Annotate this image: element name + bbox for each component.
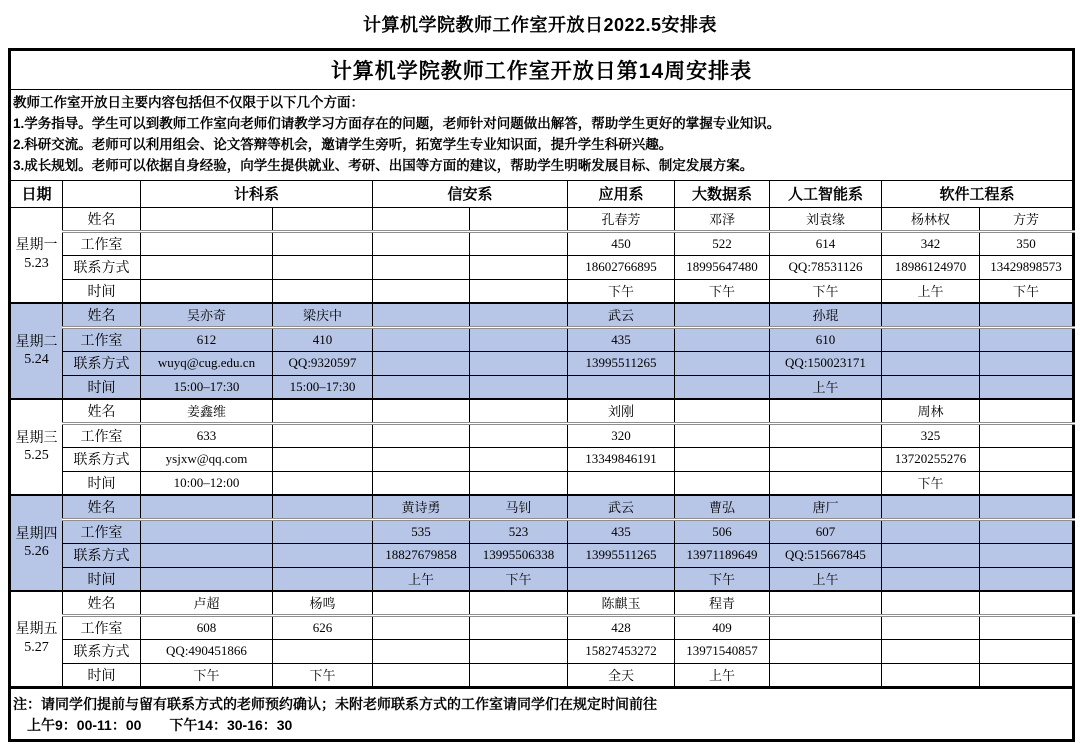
cell-d3-r0-c2: 黄诗勇: [373, 495, 470, 519]
cell-d3-r1-c2: 535: [373, 519, 470, 543]
cell-d1-r1-c0: 612: [141, 327, 273, 351]
cell-d4-r1-c8: [980, 615, 1074, 639]
table-row: [10, 639, 1074, 663]
header-dept-1: 信安系: [373, 180, 568, 207]
cell-d1-r1-c6: 610: [770, 327, 882, 351]
day-label-3: 星期四 5.26: [10, 495, 63, 591]
cell-d4-r2-c1: [273, 639, 373, 663]
cell-d3-r2-c3: 13995506338: [470, 543, 568, 567]
cell-d4-r2-c6: [770, 639, 882, 663]
cell-d4-r3-c1: 下午: [273, 663, 373, 687]
day-label-0: 星期一 5.23: [10, 207, 63, 303]
table-row: [10, 423, 1074, 447]
cell-d2-r3-c1: [273, 471, 373, 495]
cell-d2-r2-c4: 13349846191: [568, 447, 675, 471]
row-label-1: 工作室: [63, 231, 141, 255]
cell-d2-r2-c1: [273, 447, 373, 471]
cell-d3-r0-c3: 马钊: [470, 495, 568, 519]
cell-d2-r0-c7: 周林: [882, 399, 980, 423]
cell-d2-r1-c0: 633: [141, 423, 273, 447]
table-row: [10, 543, 1074, 567]
cell-d2-r0-c4: 刘刚: [568, 399, 675, 423]
page-title: 计算机学院教师工作室开放日2022.5安排表: [362, 15, 718, 35]
day-label-4: 星期五 5.27: [10, 591, 63, 687]
cell-d1-r0-c6: 孙琨: [770, 303, 882, 327]
table-row: [10, 447, 1074, 471]
cell-d1-r2-c1: QQ:9320597: [273, 351, 373, 375]
cell-d3-r1-c3: 523: [470, 519, 568, 543]
cell-d0-r2-c7: 18986124970: [882, 255, 980, 279]
cell-d1-r2-c0: wuyq@cug.edu.cn: [141, 351, 273, 375]
cell-d4-r3-c8: [980, 663, 1074, 687]
cell-d3-r3-c1: [273, 567, 373, 591]
cell-d4-r2-c7: [882, 639, 980, 663]
cell-d4-r3-c3: [470, 663, 568, 687]
cell-d4-r0-c1: 杨鸣: [273, 591, 373, 615]
row-label-1: 工作室: [63, 519, 141, 543]
cell-d0-r1-c5: 522: [675, 231, 770, 255]
cell-d0-r1-c7: 342: [882, 231, 980, 255]
cell-d3-r2-c2: 18827679858: [373, 543, 470, 567]
cell-d4-r0-c8: [980, 591, 1074, 615]
table-row: [10, 303, 1074, 327]
table-row: [10, 231, 1074, 255]
row-label-1: 工作室: [63, 327, 141, 351]
row-label-3: 时间: [63, 279, 141, 303]
cell-d4-r3-c7: [882, 663, 980, 687]
cell-d1-r2-c4: 13995511265: [568, 351, 675, 375]
cell-d0-r0-c0: [141, 207, 273, 231]
cell-d4-r3-c2: [373, 663, 470, 687]
row-label-0: 姓名: [63, 303, 141, 327]
cell-d3-r2-c0: [141, 543, 273, 567]
cell-d4-r1-c3: [470, 615, 568, 639]
table-row: [10, 567, 1074, 591]
cell-d0-r0-c5: 邓泽: [675, 207, 770, 231]
intro-line-3: 2.科研交流。老师可以利用组会、论文答辩等机会，邀请学生旁听，拓宽学生专业知识面，提升学生科研兴趣。: [13, 136, 673, 152]
cell-d4-r2-c0: QQ:490451866: [141, 639, 273, 663]
cell-d3-r0-c8: [980, 495, 1074, 519]
cell-d2-r3-c2: [373, 471, 470, 495]
cell-d2-r0-c5: [675, 399, 770, 423]
cell-d2-r3-c3: [470, 471, 568, 495]
cell-d3-r1-c1: [273, 519, 373, 543]
header-dept-3: 大数据系: [675, 180, 770, 207]
table-row: [10, 279, 1074, 303]
cell-d2-r1-c8: [980, 423, 1074, 447]
cell-d0-r3-c2: [373, 279, 470, 303]
cell-d4-r1-c4: 428: [568, 615, 675, 639]
table-title: 计算机学院教师工作室开放日第14周安排表: [10, 50, 1074, 90]
row-label-0: 姓名: [63, 591, 141, 615]
cell-d0-r2-c8: 13429898573: [980, 255, 1074, 279]
cell-d0-r0-c3: [470, 207, 568, 231]
cell-d1-r1-c8: [980, 327, 1074, 351]
cell-d2-r1-c4: 320: [568, 423, 675, 447]
cell-d4-r0-c6: [770, 591, 882, 615]
cell-d2-r0-c3: [470, 399, 568, 423]
cell-d2-r1-c7: 325: [882, 423, 980, 447]
cell-d2-r2-c2: [373, 447, 470, 471]
note-cell: [10, 687, 1074, 740]
cell-d3-r1-c7: [882, 519, 980, 543]
cell-d0-r0-c6: 刘袁缘: [770, 207, 882, 231]
cell-d3-r3-c0: [141, 567, 273, 591]
cell-d1-r3-c6: 上午: [770, 375, 882, 399]
cell-d4-r0-c4: 陈麒玉: [568, 591, 675, 615]
cell-d3-r1-c0: [141, 519, 273, 543]
cell-d4-r1-c2: [373, 615, 470, 639]
cell-d2-r2-c0: ysjxw@qq.com: [141, 447, 273, 471]
row-label-3: 时间: [63, 567, 141, 591]
cell-d2-r3-c8: [980, 471, 1074, 495]
cell-d0-r1-c0: [141, 231, 273, 255]
cell-d0-r3-c4: 下午: [568, 279, 675, 303]
cell-d4-r3-c0: 下午: [141, 663, 273, 687]
cell-d2-r1-c2: [373, 423, 470, 447]
cell-d3-r3-c5: 下午: [675, 567, 770, 591]
cell-d2-r2-c5: [675, 447, 770, 471]
cell-d0-r1-c3: [470, 231, 568, 255]
cell-d3-r1-c4: 435: [568, 519, 675, 543]
note-line-2: 上午9：00-11：00 下午14：30-16：30: [27, 716, 293, 733]
cell-d1-r1-c5: [675, 327, 770, 351]
table-row: [10, 207, 1074, 231]
row-label-2: 联系方式: [63, 447, 141, 471]
cell-d1-r3-c8: [980, 375, 1074, 399]
cell-d3-r2-c4: 13995511265: [568, 543, 675, 567]
cell-d4-r2-c5: 13971540857: [675, 639, 770, 663]
cell-d0-r3-c1: [273, 279, 373, 303]
cell-d4-r1-c0: 608: [141, 615, 273, 639]
table-row: [10, 399, 1074, 423]
cell-d2-r1-c6: [770, 423, 882, 447]
cell-d2-r2-c3: [470, 447, 568, 471]
cell-d2-r1-c5: [675, 423, 770, 447]
cell-d2-r2-c6: [770, 447, 882, 471]
cell-d2-r0-c2: [373, 399, 470, 423]
cell-d3-r0-c6: 唐厂: [770, 495, 882, 519]
cell-d0-r3-c8: 下午: [980, 279, 1074, 303]
cell-d1-r0-c2: [373, 303, 470, 327]
cell-d1-r0-c5: [675, 303, 770, 327]
cell-d3-r1-c8: [980, 519, 1074, 543]
cell-d1-r2-c3: [470, 351, 568, 375]
cell-d0-r3-c0: [141, 279, 273, 303]
cell-d0-r1-c8: 350: [980, 231, 1074, 255]
cell-d0-r3-c3: [470, 279, 568, 303]
cell-d2-r0-c8: [980, 399, 1074, 423]
table-row: [10, 471, 1074, 495]
intro-cell: [10, 90, 1074, 181]
cell-d1-r1-c7: [882, 327, 980, 351]
row-label-2: 联系方式: [63, 255, 141, 279]
header-date: 日期: [10, 180, 63, 207]
cell-d0-r2-c3: [470, 255, 568, 279]
cell-d0-r2-c0: [141, 255, 273, 279]
intro-line-4: 3.成长规划。老师可以依据自身经验，向学生提供就业、考研、出国等方面的建议，帮助学生明晰发展目标、制定发展方案。: [13, 157, 754, 173]
intro-line-2: 1.学务指导。学生可以到教师工作室向老师们请教学习方面存在的问题，老师针对问题做出解答，帮助学生更好的掌握专业知识。: [13, 115, 781, 131]
cell-d4-r0-c7: [882, 591, 980, 615]
row-label-0: 姓名: [63, 207, 141, 231]
cell-d1-r0-c4: 武云: [568, 303, 675, 327]
table-row: [10, 255, 1074, 279]
cell-d0-r2-c6: QQ:78531126: [770, 255, 882, 279]
row-label-2: 联系方式: [63, 639, 141, 663]
day-label-2: 星期三 5.25: [10, 399, 63, 495]
table-row: [10, 663, 1074, 687]
cell-d0-r1-c6: 614: [770, 231, 882, 255]
header-dept-0: 计科系: [141, 180, 373, 207]
cell-d4-r2-c3: [470, 639, 568, 663]
row-label-2: 联系方式: [63, 351, 141, 375]
cell-d4-r0-c0: 卢超: [141, 591, 273, 615]
cell-d2-r0-c1: [273, 399, 373, 423]
cell-d1-r2-c6: QQ:150023171: [770, 351, 882, 375]
cell-d2-r3-c4: [568, 471, 675, 495]
cell-d1-r3-c5: [675, 375, 770, 399]
cell-d3-r1-c6: 607: [770, 519, 882, 543]
cell-d1-r1-c3: [470, 327, 568, 351]
cell-d1-r3-c7: [882, 375, 980, 399]
cell-d2-r1-c1: [273, 423, 373, 447]
cell-d0-r2-c5: 18995647480: [675, 255, 770, 279]
cell-d1-r2-c7: [882, 351, 980, 375]
cell-d0-r1-c1: [273, 231, 373, 255]
cell-d3-r3-c7: [882, 567, 980, 591]
cell-d3-r1-c5: 506: [675, 519, 770, 543]
intro-line-1: 教师工作室开放日主要内容包括但不仅限于以下几个方面：: [13, 95, 364, 110]
cell-d1-r1-c2: [373, 327, 470, 351]
cell-d0-r1-c2: [373, 231, 470, 255]
cell-d3-r3-c6: 上午: [770, 567, 882, 591]
cell-d1-r3-c3: [470, 375, 568, 399]
cell-d1-r1-c4: 435: [568, 327, 675, 351]
cell-d0-r3-c7: 上午: [882, 279, 980, 303]
cell-d1-r2-c5: [675, 351, 770, 375]
cell-d4-r2-c8: [980, 639, 1074, 663]
row-label-3: 时间: [63, 375, 141, 399]
row-label-3: 时间: [63, 471, 141, 495]
header-empty: [63, 180, 141, 207]
cell-d1-r2-c2: [373, 351, 470, 375]
table-row: [10, 495, 1074, 519]
cell-d0-r2-c2: [373, 255, 470, 279]
cell-d4-r0-c5: 程青: [675, 591, 770, 615]
cell-d0-r3-c6: 下午: [770, 279, 882, 303]
cell-d3-r0-c7: [882, 495, 980, 519]
cell-d2-r3-c0: 10:00–12:00: [141, 471, 273, 495]
cell-d2-r2-c7: 13720255276: [882, 447, 980, 471]
cell-d1-r3-c2: [373, 375, 470, 399]
cell-d3-r3-c4: [568, 567, 675, 591]
cell-d3-r2-c6: QQ:515667845: [770, 543, 882, 567]
cell-d3-r3-c8: [980, 567, 1074, 591]
row-label-1: 工作室: [63, 423, 141, 447]
cell-d4-r3-c5: 上午: [675, 663, 770, 687]
cell-d3-r0-c1: [273, 495, 373, 519]
table-row: [10, 351, 1074, 375]
row-label-0: 姓名: [63, 495, 141, 519]
cell-d0-r0-c2: [373, 207, 470, 231]
cell-d4-r1-c7: [882, 615, 980, 639]
note-line-1: 注：请同学们提前与留有联系方式的老师预约确认；未附老师联系方式的工作室请同学们在规定时间前往: [13, 695, 657, 712]
cell-d4-r2-c4: 15827453272: [568, 639, 675, 663]
cell-d1-r1-c1: 410: [273, 327, 373, 351]
cell-d1-r0-c8: [980, 303, 1074, 327]
table-row: [10, 615, 1074, 639]
cell-d1-r0-c1: 梁庆中: [273, 303, 373, 327]
cell-d3-r0-c4: 武云: [568, 495, 675, 519]
cell-d3-r2-c7: [882, 543, 980, 567]
row-label-0: 姓名: [63, 399, 141, 423]
cell-d2-r0-c6: [770, 399, 882, 423]
cell-d3-r3-c3: 下午: [470, 567, 568, 591]
cell-d0-r3-c5: 下午: [675, 279, 770, 303]
header-dept-2: 应用系: [568, 180, 675, 207]
cell-d4-r1-c1: 626: [273, 615, 373, 639]
cell-d2-r3-c6: [770, 471, 882, 495]
day-label-1: 星期二 5.24: [10, 303, 63, 399]
cell-d1-r0-c7: [882, 303, 980, 327]
cell-d2-r3-c5: [675, 471, 770, 495]
cell-d4-r1-c5: 409: [675, 615, 770, 639]
header-dept-5: 软件工程系: [882, 180, 1074, 207]
cell-d2-r0-c0: 姜鑫维: [141, 399, 273, 423]
cell-d4-r2-c2: [373, 639, 470, 663]
cell-d1-r2-c8: [980, 351, 1074, 375]
header-dept-4: 人工智能系: [770, 180, 882, 207]
cell-d0-r2-c4: 18602766895: [568, 255, 675, 279]
cell-d4-r0-c2: [373, 591, 470, 615]
table-row: [10, 591, 1074, 615]
cell-d0-r0-c7: 杨林权: [882, 207, 980, 231]
cell-d4-r3-c4: 全天: [568, 663, 675, 687]
cell-d1-r3-c4: [568, 375, 675, 399]
cell-d0-r2-c1: [273, 255, 373, 279]
cell-d0-r0-c8: 方芳: [980, 207, 1074, 231]
row-label-2: 联系方式: [63, 543, 141, 567]
table-row: [10, 375, 1074, 399]
cell-d2-r1-c3: [470, 423, 568, 447]
cell-d3-r2-c8: [980, 543, 1074, 567]
cell-d1-r0-c0: 吴亦奇: [141, 303, 273, 327]
table-row: [10, 519, 1074, 543]
cell-d1-r3-c1: 15:00–17:30: [273, 375, 373, 399]
cell-d3-r2-c1: [273, 543, 373, 567]
row-label-1: 工作室: [63, 615, 141, 639]
cell-d4-r0-c3: [470, 591, 568, 615]
cell-d3-r3-c2: 上午: [373, 567, 470, 591]
schedule-table: [8, 48, 1075, 742]
table-row: [10, 327, 1074, 351]
cell-d3-r0-c0: [141, 495, 273, 519]
cell-d4-r1-c6: [770, 615, 882, 639]
row-label-3: 时间: [63, 663, 141, 687]
cell-d3-r0-c5: 曹弘: [675, 495, 770, 519]
cell-d0-r0-c1: [273, 207, 373, 231]
cell-d1-r3-c0: 15:00–17:30: [141, 375, 273, 399]
cell-d0-r0-c4: 孔春芳: [568, 207, 675, 231]
cell-d3-r2-c5: 13971189649: [675, 543, 770, 567]
cell-d2-r3-c7: 下午: [882, 471, 980, 495]
cell-d1-r0-c3: [470, 303, 568, 327]
cell-d4-r3-c6: [770, 663, 882, 687]
cell-d2-r2-c8: [980, 447, 1074, 471]
cell-d0-r1-c4: 450: [568, 231, 675, 255]
